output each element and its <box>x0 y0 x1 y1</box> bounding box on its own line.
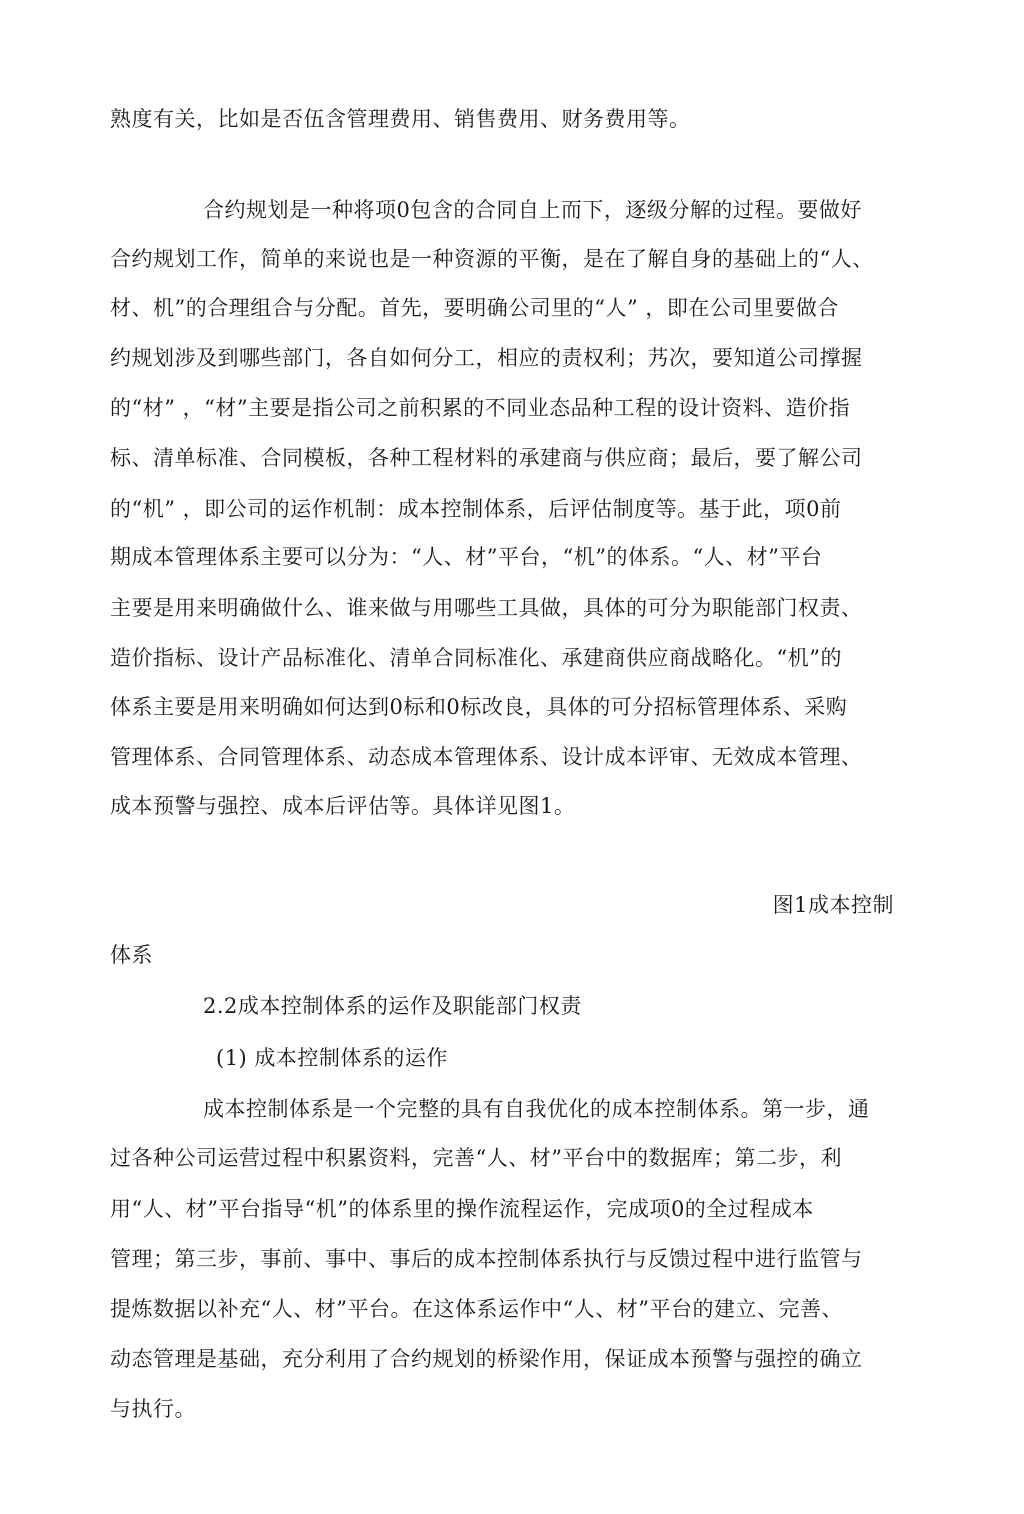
paragraph-1-line-12: 管理体系、合同管理体系、动态成本管理体系、设计成本评审、无效成本管理、 <box>110 745 863 769</box>
paragraph-1-line-6: 标、清单标准、合同模板，各种工程材料的承建商与供应商；最后，要了解公司 <box>110 446 863 470</box>
paragraph-1-line-11: 体系主要是用来明确如何达到0标和0标改良，具体的可分招标管理体系、采购 <box>110 695 848 719</box>
paragraph-1-line-1: 合约规划是一种将项0包含的合同自上而下，逐级分解的过程。要做好 <box>203 198 862 222</box>
paragraph-1-line-13: 成本预警与强控、成本后评估等。具体详见图1。 <box>110 794 576 818</box>
paragraph-1-line-4: 约规划涉及到哪些部门，各自如何分工，相应的责权利；艿次，要知道公司撑握 <box>110 346 863 370</box>
figure-caption-line-1: 图1成本控制 <box>772 893 894 917</box>
paragraph-2-line-2: 过各种公司运营过程中积累资料，完善“人、材”平台中的数据库；第二步，利 <box>110 1146 842 1170</box>
paragraph-2-line-6: 动态管理是基础，充分利用了合约规划的桥梁作用，保证成本预警与强控的确立 <box>110 1347 863 1371</box>
paragraph-1-line-2: 合约规划工作，简单的来说也是一种资源的平衡，是在了解自身的基础上的“人、 <box>110 247 874 271</box>
paragraph-1-line-3: 材、机”的合理组合与分配。首先，要明确公司里的“人” ，即在公司里要做合 <box>110 296 839 320</box>
paragraph-2-line-1: 成本控制体系是一个完整的具有自我优化的成本控制体系。第一步，通 <box>203 1097 870 1121</box>
paragraph-2-line-3: 用“人、材”平台指导“机”的体系里的操作流程运作，完成项0的全过程成本 <box>110 1197 814 1221</box>
paragraph-2-line-7: 与执行。 <box>110 1397 196 1421</box>
paragraph-1-line-10: 造价指标、设计产品标准化、清单合同标准化、承建商供应商战略化。“机”的 <box>110 646 842 670</box>
subsection-heading: (1) 成本控制体系的运作 <box>216 1046 448 1070</box>
paragraph-2-line-4: 管理；第三步，事前、事中、事后的成本控制体系执行与反馈过程中进行监管与 <box>110 1247 863 1271</box>
paragraph-1-line-5: 的“材” ，“材”主要是指公司之前积累的不同业态品种工程的设计资料、造价指 <box>110 396 851 420</box>
paragraph-2-line-5: 提炼数据以补充“人、材”平台。在这体系运作中“人、材”平台的建立、完善、 <box>110 1297 843 1321</box>
figure-caption-line-2: 体系 <box>110 943 153 967</box>
paragraph-0-line-1: 熟度有关，比如是否伍含管理费用、销售费用、财务费用等。 <box>110 107 691 131</box>
section-heading: 2.2成本控制体系的运作及职能部门权责 <box>203 994 582 1018</box>
paragraph-1-line-8: 期成本管理体系主要可以分为：“人、材”平台，“机”的体系。“人、材”平台 <box>110 545 823 569</box>
paragraph-1-line-9: 主要是用来明确做什么、谁来做与用哪些工具做，具体的可分为职能部门权责、 <box>110 596 863 620</box>
paragraph-1-line-7: 的“机” ，即公司的运作机制：成本控制体系，后评估制度等。基于此，项0前 <box>110 497 842 521</box>
